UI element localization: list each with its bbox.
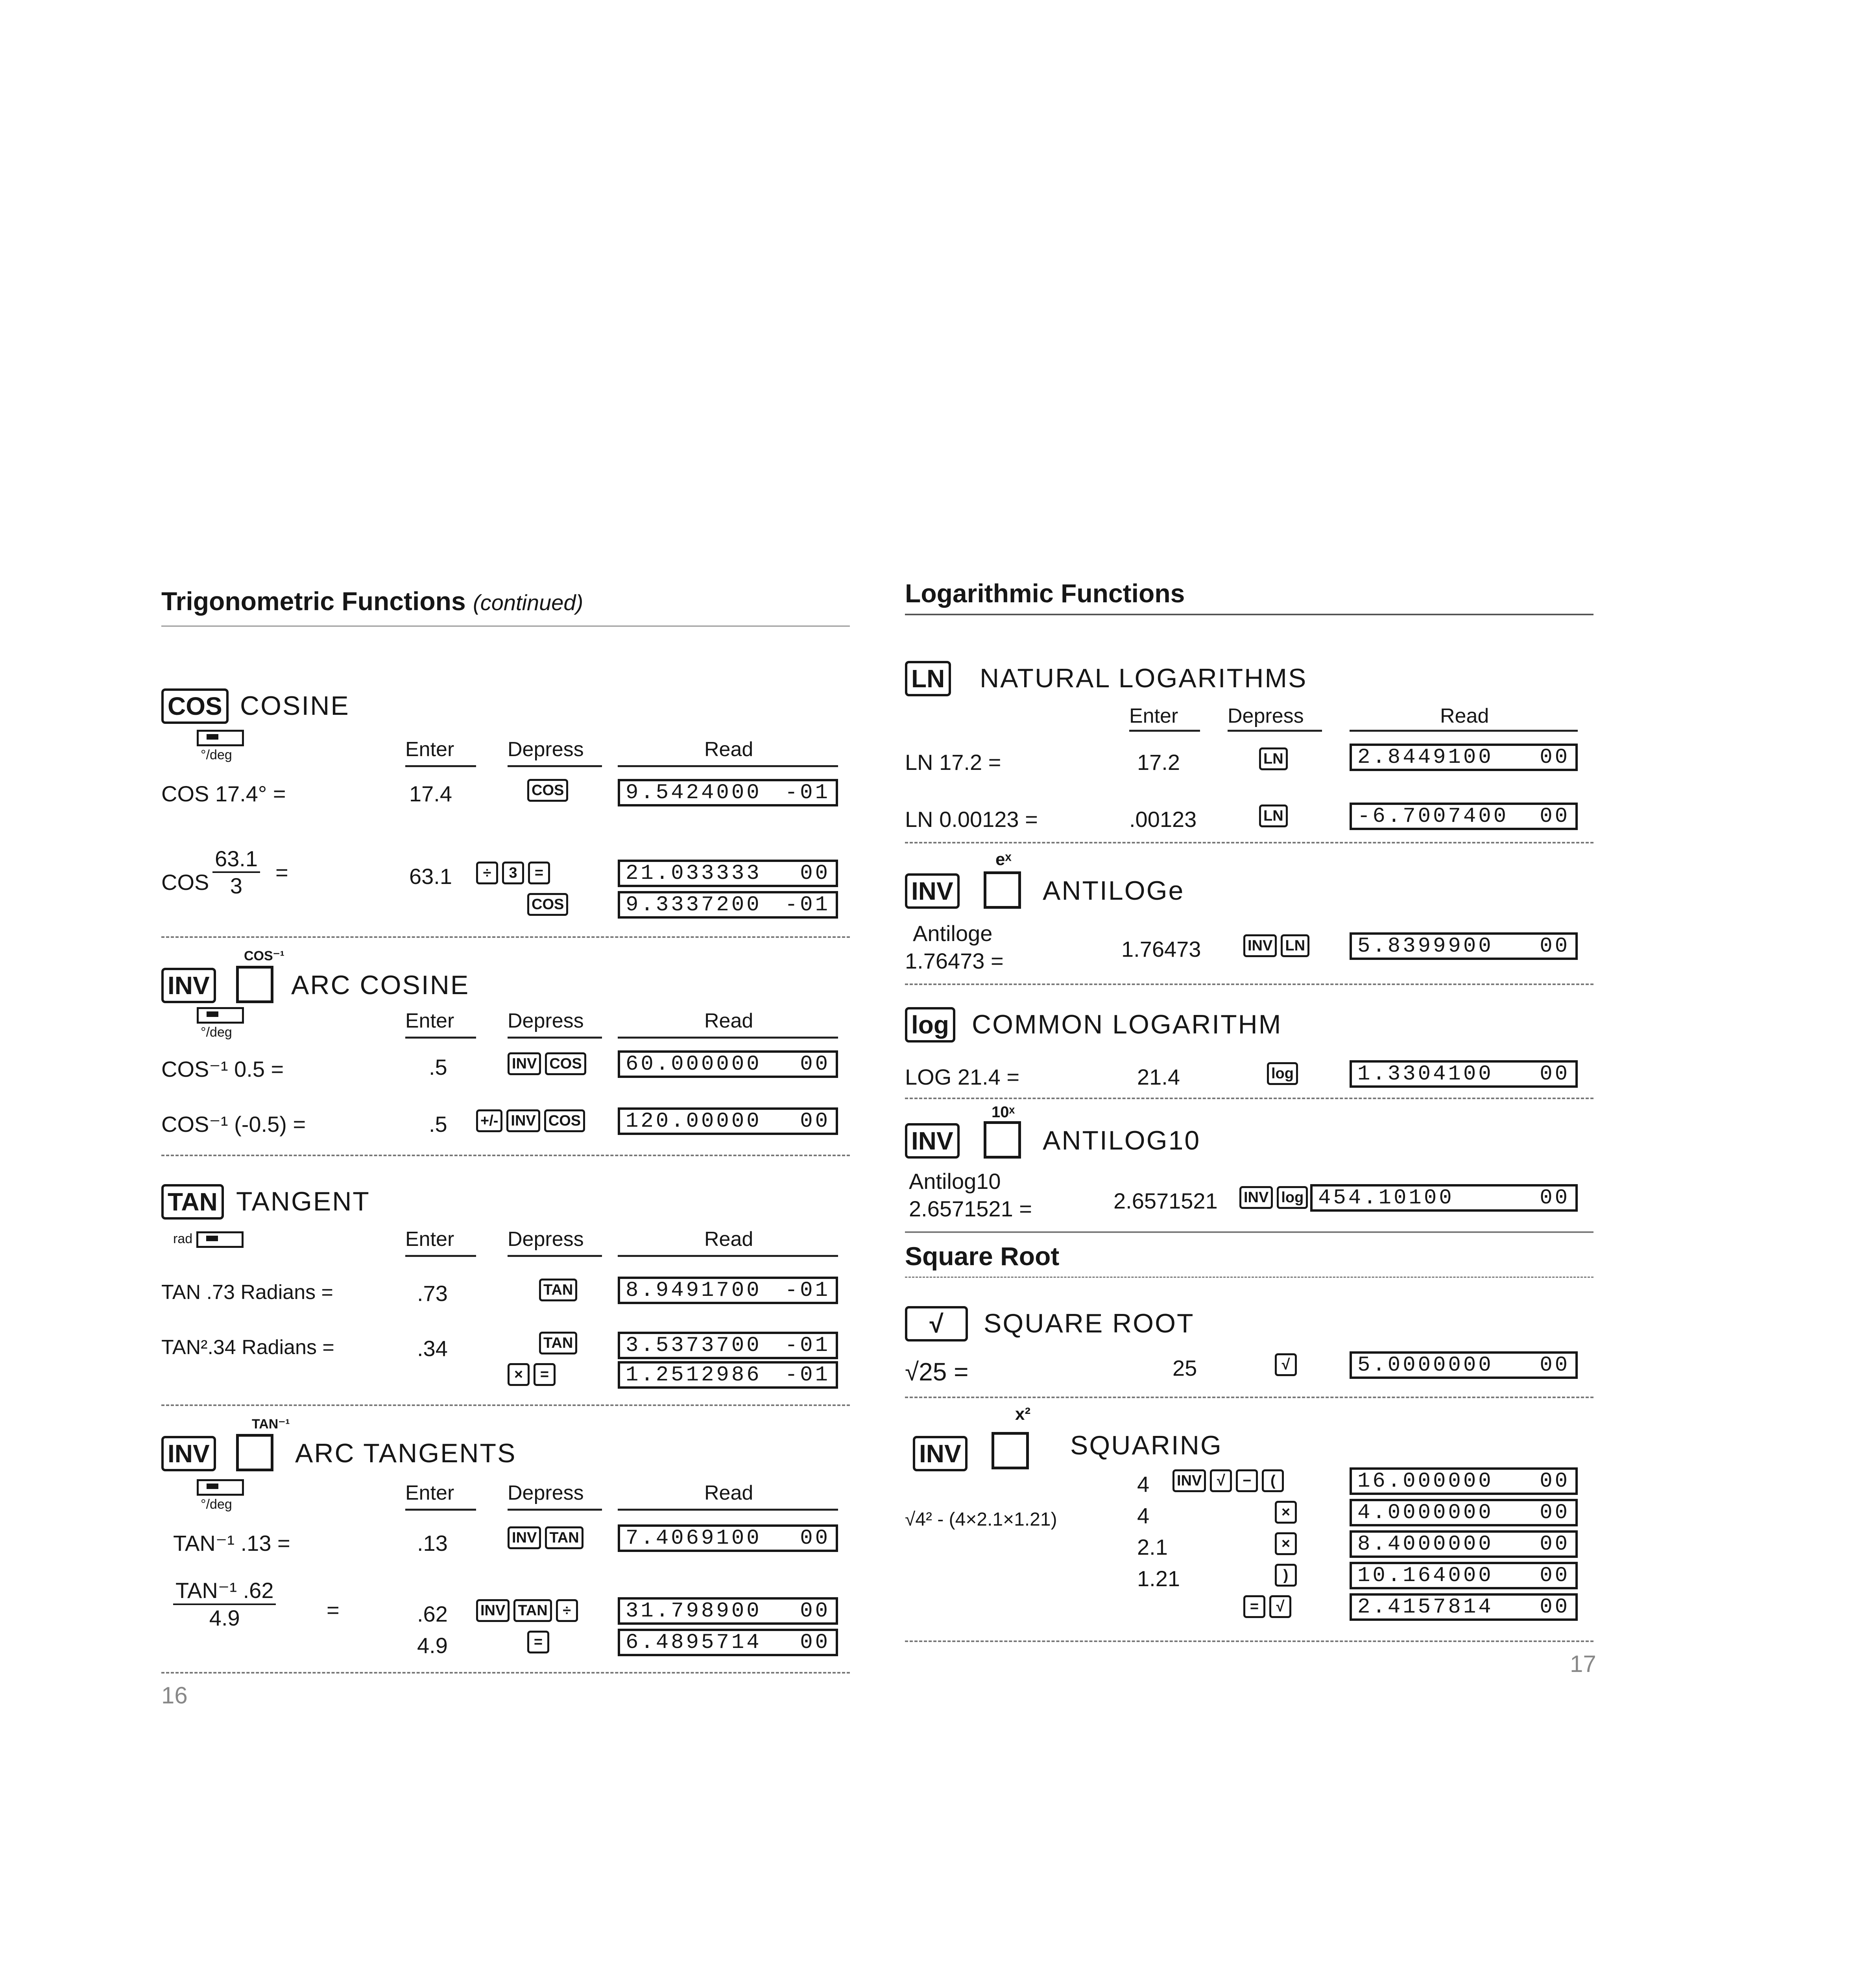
- section-divider: [905, 1640, 1593, 1642]
- display-mantissa: 31.798900: [626, 1599, 762, 1623]
- section-divider: [161, 936, 850, 938]
- equals-key: =: [1243, 1595, 1265, 1618]
- col-read: Read: [704, 1228, 753, 1251]
- acos-row2-enter: .5: [429, 1112, 447, 1137]
- display-mantissa: 3.5373700: [626, 1333, 762, 1358]
- atan-row1-depress: [508, 1526, 583, 1549]
- antilog-e-enter: 1.76473: [1121, 937, 1201, 961]
- ln-row1-label: LN 17.2 =: [905, 750, 1001, 775]
- sqrt-row-depress: [1275, 1353, 1297, 1376]
- col-rule: [405, 1037, 476, 1039]
- display-exponent: 00: [1540, 745, 1570, 769]
- display: [1350, 1593, 1578, 1621]
- inv-key: INV: [905, 1123, 960, 1159]
- sq-row1-depress: [1172, 1469, 1284, 1492]
- display-exponent: 00: [1540, 1563, 1570, 1588]
- atan-row2b-depress: [527, 1631, 549, 1653]
- inv-key-small: INV: [1239, 1186, 1273, 1209]
- display-exponent: 00: [1540, 1353, 1570, 1377]
- inverse-function-label: eˣ: [995, 850, 1012, 869]
- display-exponent: 00: [800, 1526, 830, 1550]
- display-exponent: -01: [785, 1363, 830, 1387]
- arc-tangents-title: ARC TANGENTS: [295, 1438, 517, 1468]
- col-depress: Depress: [1228, 705, 1304, 727]
- tan-row2-enter: .34: [417, 1336, 448, 1361]
- display-exponent: 00: [800, 1052, 830, 1076]
- common-log-title: COMMON LOGARITHM: [972, 1009, 1282, 1039]
- col-enter: Enter: [405, 738, 454, 761]
- log-row1-enter: 21.4: [1137, 1065, 1180, 1089]
- acos-row1-depress: [508, 1052, 586, 1075]
- display-mantissa: 120.00000: [626, 1109, 762, 1133]
- left-page: [161, 570, 870, 1731]
- display-mantissa: 454.10100: [1318, 1186, 1454, 1210]
- display-mantissa: 5.8399900: [1357, 934, 1494, 958]
- right-page: [905, 570, 1613, 1731]
- section-divider: [161, 1155, 850, 1156]
- display: [1350, 744, 1578, 771]
- multiply-key: ×: [1275, 1501, 1297, 1524]
- deg-mode-indicator: [197, 730, 244, 746]
- inv-key-small: INV: [506, 1109, 540, 1132]
- display: [618, 891, 838, 919]
- display-exponent: 00: [800, 861, 830, 886]
- display: [1310, 1184, 1578, 1212]
- cos-key-small: COS: [544, 1109, 585, 1132]
- inv-key: INV: [905, 873, 960, 909]
- display: [618, 860, 838, 887]
- display-mantissa: 21.033333: [626, 861, 762, 886]
- display-exponent: 00: [1540, 1469, 1570, 1493]
- display: [1350, 1562, 1578, 1589]
- display: [618, 1597, 838, 1625]
- tan-row2-label: TAN².34 Radians =: [161, 1336, 334, 1359]
- col-rule: [405, 765, 476, 767]
- antilog-10-label1: Antilog10: [909, 1169, 1001, 1194]
- sq-row2-enter: 4: [1137, 1503, 1150, 1528]
- tan-row1-depress: [539, 1279, 577, 1301]
- ln-row2-depress: [1259, 805, 1288, 827]
- multiply-key: ×: [1275, 1532, 1297, 1555]
- display-exponent: 00: [1540, 804, 1570, 829]
- log-key: log: [905, 1007, 955, 1043]
- header-rule: [905, 614, 1593, 615]
- function-key-placeholder: [992, 1432, 1029, 1469]
- fraction-denominator: 3: [230, 873, 243, 898]
- col-read: Read: [704, 1009, 753, 1032]
- display-mantissa: -6.7007400: [1357, 804, 1509, 829]
- tan-key-small: TAN: [513, 1599, 552, 1622]
- display-mantissa: 2.8449100: [1357, 745, 1494, 769]
- log-key-small: log: [1277, 1186, 1308, 1209]
- display-exponent: 00: [1540, 1532, 1570, 1556]
- display-exponent: 00: [1540, 934, 1570, 958]
- sqrt-section-header: Square Root: [905, 1242, 1060, 1271]
- sq-row3-enter: 2.1: [1137, 1535, 1168, 1559]
- col-rule: [508, 1509, 602, 1511]
- antilog-10-label2: 2.6571521 =: [909, 1196, 1032, 1221]
- sqrt-key-small: √: [1269, 1595, 1291, 1618]
- rad-mode-indicator: [173, 1231, 244, 1248]
- col-depress: Depress: [508, 738, 584, 761]
- col-rule: [618, 765, 838, 767]
- sq-row1-enter: 4: [1137, 1472, 1150, 1496]
- display: [618, 1524, 838, 1552]
- antilog-10-depress: [1239, 1186, 1308, 1209]
- display-exponent: -01: [785, 1278, 830, 1303]
- cos-key-small: COS: [527, 893, 568, 916]
- inverse-function-label: TAN⁻¹: [252, 1417, 290, 1432]
- atan-row2-enter: .62: [417, 1602, 448, 1626]
- ln-row2-label: LN 0.00123 =: [905, 807, 1038, 832]
- section-divider: [161, 1404, 850, 1406]
- display-mantissa: 10.164000: [1357, 1563, 1494, 1588]
- log-row1-depress: [1267, 1062, 1298, 1085]
- display: [1350, 932, 1578, 960]
- inv-key-small: INV: [508, 1526, 541, 1549]
- sqrt-key-small: √: [1210, 1469, 1232, 1492]
- display: [618, 1629, 838, 1656]
- natural-log-title: NATURAL LOGARITHMS: [980, 663, 1307, 693]
- inverse-function-label: 10ˣ: [992, 1103, 1015, 1121]
- inverse-function-label: x²: [1015, 1404, 1031, 1424]
- function-key-placeholder: [984, 1121, 1021, 1159]
- equals-key: =: [528, 862, 550, 884]
- antilog-e-label1: Antiloge: [913, 921, 993, 946]
- sqrt-row-enter: 25: [1172, 1356, 1197, 1380]
- col-enter: Enter: [405, 1009, 454, 1032]
- inv-key: INV: [913, 1436, 968, 1471]
- log-key-small: log: [1267, 1062, 1298, 1085]
- header-rule: [905, 1277, 1593, 1278]
- sqrt-key-small: √: [1275, 1353, 1297, 1376]
- atan-row2-depress: [476, 1599, 578, 1622]
- display-exponent: 00: [800, 1630, 830, 1655]
- square-root-title: SQUARE ROOT: [984, 1308, 1195, 1338]
- cos-row1-enter: 17.4: [409, 781, 452, 806]
- acos-row2-depress: [476, 1109, 585, 1132]
- cos-row1-depress: [527, 779, 568, 802]
- multiply-key: ×: [508, 1363, 530, 1386]
- acos-row2-label: COS⁻¹ (-0.5) =: [161, 1112, 306, 1137]
- section-divider: [905, 984, 1593, 985]
- page-number: 16: [161, 1682, 188, 1709]
- ln-key: LN: [905, 661, 951, 696]
- ln-row2-enter: .00123: [1129, 807, 1197, 832]
- display-mantissa: 7.4069100: [626, 1526, 762, 1550]
- acos-row1-enter: .5: [429, 1055, 447, 1079]
- display-mantissa: 16.000000: [1357, 1469, 1494, 1493]
- sqrt-key: √: [905, 1306, 968, 1341]
- display: [1350, 1530, 1578, 1558]
- cos-row2-enter: 63.1: [409, 864, 452, 889]
- col-rule: [405, 1255, 476, 1257]
- deg-mode-label: °/deg: [201, 1025, 232, 1040]
- col-rule: [508, 1255, 602, 1257]
- ln-key-small: LN: [1259, 747, 1288, 770]
- display: [1350, 1499, 1578, 1526]
- header-title: Trigonometric Functions: [161, 587, 466, 616]
- display-exponent: -01: [785, 781, 830, 805]
- display-exponent: 00: [1540, 1062, 1570, 1086]
- cos-row2-fraction: [212, 846, 260, 899]
- sq-row4-depress: [1275, 1564, 1297, 1587]
- tan-row2-depress: [539, 1332, 577, 1354]
- divide-key: ÷: [556, 1599, 578, 1622]
- minus-key: −: [1236, 1469, 1258, 1492]
- ln-key-small: LN: [1259, 805, 1288, 827]
- open-paren-key: (: [1262, 1469, 1284, 1492]
- sq-row4-enter: 1.21: [1137, 1566, 1180, 1591]
- display-exponent: -01: [785, 893, 830, 917]
- tan-row1-enter: .73: [417, 1281, 448, 1306]
- display: [1350, 803, 1578, 830]
- col-enter: Enter: [405, 1482, 454, 1504]
- col-rule: [1350, 730, 1578, 732]
- function-key-placeholder: [236, 1434, 273, 1471]
- tan-row2b-depress: [508, 1363, 556, 1386]
- section-header: [161, 586, 583, 616]
- sq-row3-depress: [1275, 1532, 1297, 1555]
- function-key-placeholder: [236, 966, 273, 1003]
- equals-key: =: [534, 1363, 556, 1386]
- antilog-10-title: ANTILOG10: [1043, 1126, 1201, 1155]
- col-rule: [508, 765, 602, 767]
- tan-key-small: TAN: [539, 1279, 577, 1301]
- tan-key-small: TAN: [545, 1526, 583, 1549]
- display-mantissa: 8.9491700: [626, 1278, 762, 1303]
- antilog-10-enter: 2.6571521: [1113, 1188, 1218, 1213]
- ln-row1-depress: [1259, 747, 1288, 770]
- display: [1350, 1351, 1578, 1379]
- sq-row2-depress: [1275, 1501, 1297, 1524]
- deg-mode-indicator: [197, 1007, 244, 1024]
- display: [618, 1361, 838, 1389]
- col-depress: Depress: [508, 1228, 584, 1251]
- fraction-denominator: 4.9: [209, 1605, 240, 1630]
- equals-sign: =: [275, 860, 288, 885]
- deg-mode-indicator: [197, 1479, 244, 1496]
- display: [1350, 1467, 1578, 1495]
- atan-row2b-enter: 4.9: [417, 1633, 448, 1658]
- antilog-e-depress: [1243, 934, 1309, 957]
- cos-key-small: COS: [545, 1052, 586, 1075]
- atan-row1-enter: .13: [417, 1531, 448, 1556]
- tan-key-small: TAN: [539, 1332, 577, 1354]
- equals-sign: =: [327, 1598, 340, 1622]
- tan-row1-label: TAN .73 Radians =: [161, 1281, 333, 1304]
- header-subtitle: (continued): [473, 590, 583, 615]
- log-section-header: Logarithmic Functions: [905, 579, 1185, 608]
- squaring-title: SQUARING: [1070, 1430, 1222, 1460]
- inv-key-small: INV: [476, 1599, 510, 1622]
- arc-cosine-title: ARC COSINE: [291, 970, 470, 1000]
- acos-row1-label: COS⁻¹ 0.5 =: [161, 1057, 284, 1081]
- col-rule: [618, 1037, 838, 1039]
- display-exponent: 00: [800, 1599, 830, 1623]
- header-rule: [161, 626, 850, 627]
- display: [618, 1050, 838, 1078]
- tangent-title: TANGENT: [236, 1186, 370, 1216]
- divide-key: ÷: [476, 862, 498, 884]
- col-read: Read: [704, 1482, 753, 1504]
- display-exponent: 00: [800, 1109, 830, 1133]
- antilog-e-title: ANTILOGe: [1043, 876, 1185, 906]
- rad-mode-label: rad: [173, 1231, 193, 1246]
- display-exponent: 00: [1540, 1595, 1570, 1619]
- display-mantissa: 9.5424000: [626, 781, 762, 805]
- cos-row2b-depress: [527, 893, 568, 916]
- col-enter: Enter: [1129, 705, 1178, 727]
- display-mantissa: 1.3304100: [1357, 1062, 1494, 1086]
- page-number: 17: [1570, 1651, 1596, 1677]
- inv-key-small: INV: [508, 1052, 541, 1075]
- section-divider: [905, 842, 1593, 843]
- cos-row2-depress: [476, 862, 550, 884]
- col-read: Read: [704, 738, 753, 761]
- tan-key: TAN: [161, 1184, 224, 1220]
- col-rule: [1129, 730, 1200, 732]
- ln-row1-enter: 17.2: [1137, 750, 1180, 775]
- display-mantissa: 5.0000000: [1357, 1353, 1494, 1377]
- display-mantissa: 9.3337200: [626, 893, 762, 917]
- display-mantissa: 60.000000: [626, 1052, 762, 1076]
- display: [618, 1107, 838, 1135]
- atan-row2-fraction: [173, 1578, 276, 1631]
- sq-row5-depress: [1243, 1595, 1291, 1618]
- inv-key-small: INV: [1172, 1469, 1206, 1492]
- log-row1-label: LOG 21.4 =: [905, 1065, 1020, 1089]
- cos-row1-label: COS 17.4° =: [161, 781, 286, 806]
- atan-row1-label: TAN⁻¹ .13 =: [173, 1531, 290, 1556]
- display-mantissa: 1.2512986: [626, 1363, 762, 1387]
- equals-key: =: [527, 1631, 549, 1653]
- display: [1350, 1060, 1578, 1088]
- section-divider: [905, 1098, 1593, 1099]
- fraction-numerator: 63.1: [212, 846, 260, 873]
- squaring-expression: √4² - (4×2.1×1.21): [905, 1509, 1057, 1530]
- col-enter: Enter: [405, 1228, 454, 1251]
- inv-key: INV: [161, 968, 216, 1003]
- inverse-function-label: COS⁻¹: [244, 948, 284, 963]
- cos-key: COS: [161, 688, 229, 724]
- deg-mode-label: °/deg: [201, 747, 232, 762]
- section-divider: [905, 1397, 1593, 1398]
- sqrt-row-label: √25 =: [905, 1358, 969, 1386]
- ln-key-small: LN: [1281, 934, 1309, 957]
- display-exponent: 00: [1540, 1500, 1570, 1525]
- fraction-numerator: TAN⁻¹ .62: [173, 1578, 276, 1605]
- function-key-placeholder: [984, 871, 1021, 909]
- cos-row2-prefix: COS: [161, 870, 209, 895]
- deg-mode-label: °/deg: [201, 1497, 232, 1512]
- three-key: 3: [502, 862, 524, 884]
- section-divider: [905, 1231, 1593, 1233]
- col-rule: [618, 1255, 838, 1257]
- cosine-title: COSINE: [240, 691, 350, 721]
- display-exponent: -01: [785, 1333, 830, 1358]
- display-exponent: 00: [1540, 1186, 1570, 1210]
- inv-key: INV: [161, 1436, 216, 1471]
- display-mantissa: 4.0000000: [1357, 1500, 1494, 1525]
- col-rule: [1228, 730, 1322, 732]
- antilog-e-label2: 1.76473 =: [905, 948, 1004, 973]
- col-rule: [508, 1037, 602, 1039]
- close-paren-key: ): [1275, 1564, 1297, 1587]
- display: [618, 779, 838, 806]
- col-read: Read: [1440, 705, 1489, 727]
- inv-key-small: INV: [1243, 934, 1277, 957]
- col-depress: Depress: [508, 1482, 584, 1504]
- display: [618, 1332, 838, 1359]
- cos-key-small: COS: [527, 779, 568, 802]
- section-divider: [161, 1672, 850, 1674]
- col-rule: [618, 1509, 838, 1511]
- col-depress: Depress: [508, 1009, 584, 1032]
- display-mantissa: 6.4895714: [626, 1630, 762, 1655]
- display-mantissa: 2.4157814: [1357, 1595, 1494, 1619]
- display-mantissa: 8.4000000: [1357, 1532, 1494, 1556]
- col-rule: [405, 1509, 476, 1511]
- display: [618, 1277, 838, 1304]
- change-sign-key: +/-: [476, 1109, 502, 1132]
